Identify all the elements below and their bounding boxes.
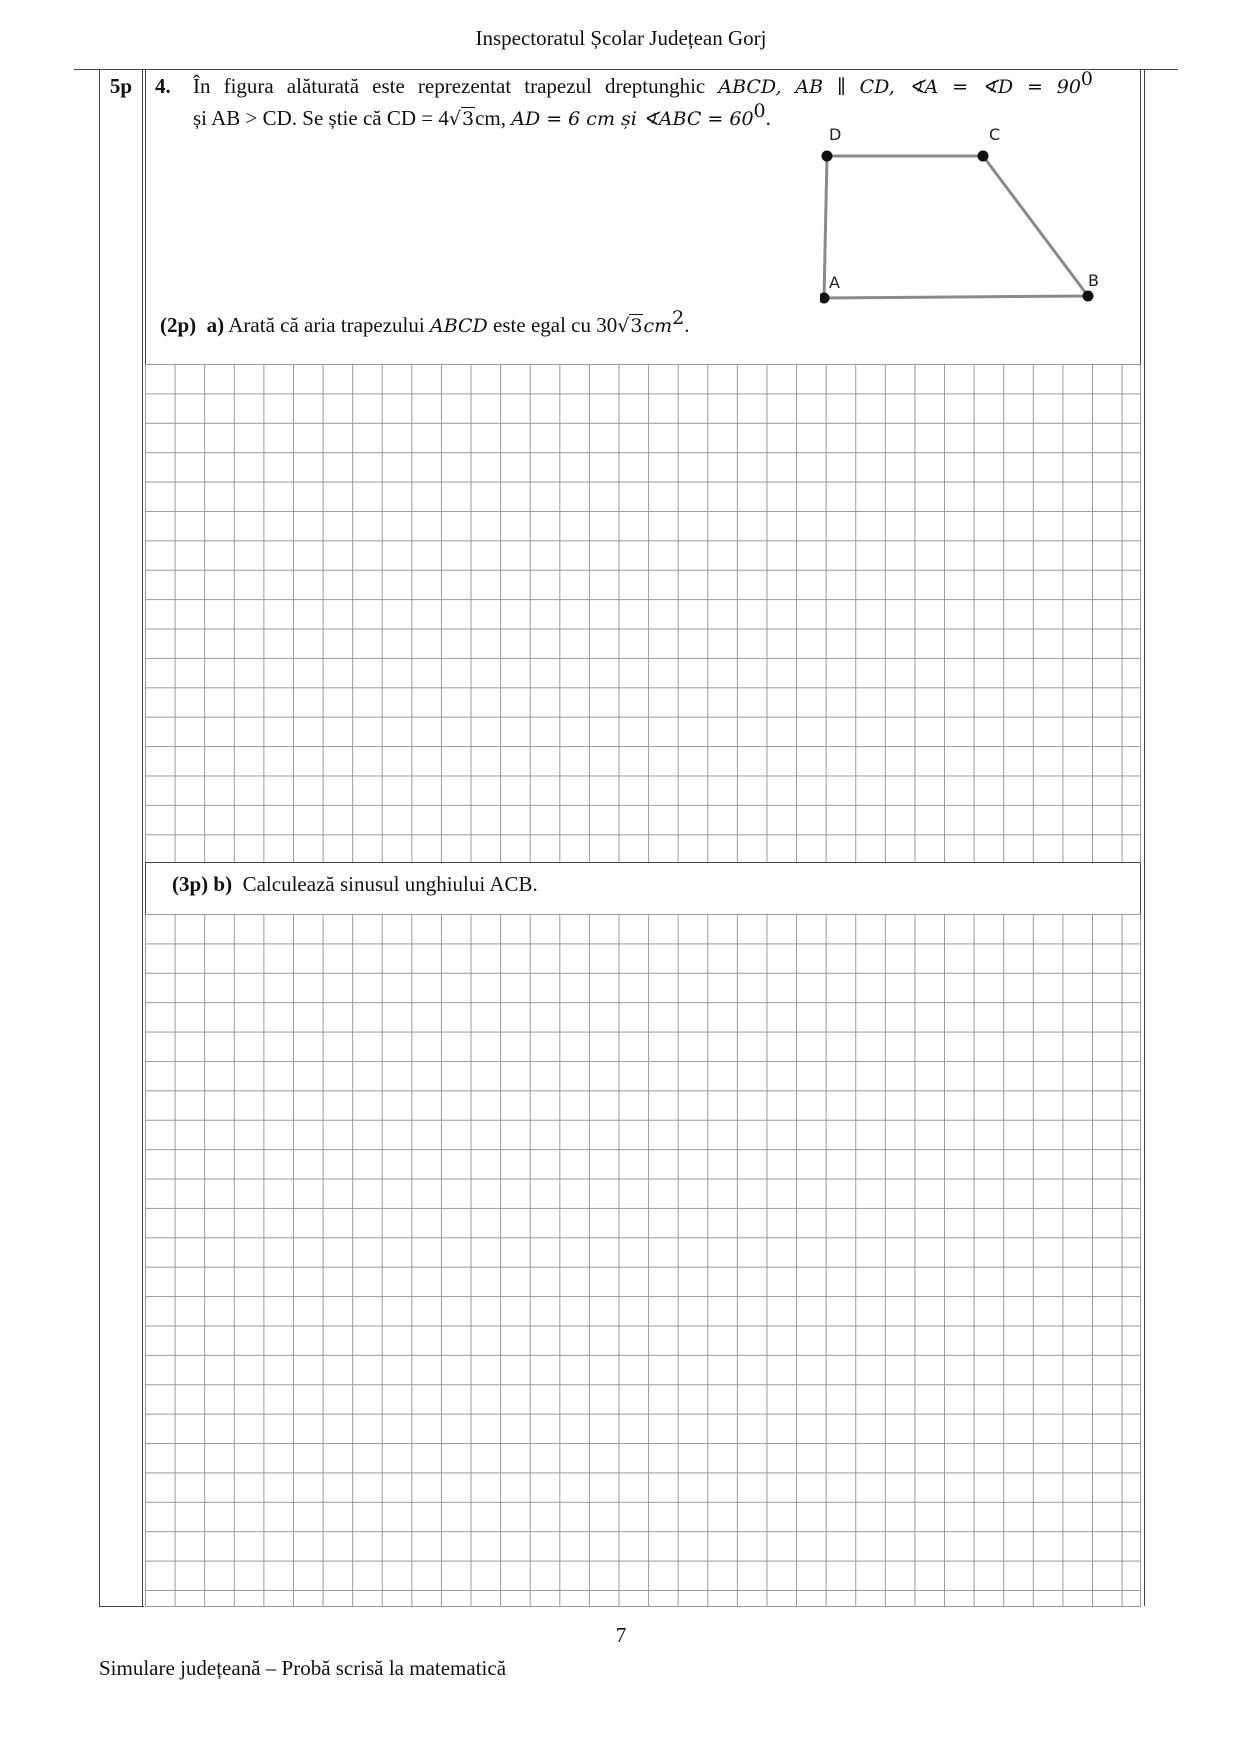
- degree-sup-1: 0: [1080, 68, 1094, 90]
- part-a-points: (2p): [160, 313, 197, 337]
- problem-line-2-c: AD = 6 cm și ∢ABC = 60: [511, 108, 754, 130]
- footer-exam-title: Simulare județeană – Probă scrisă la matematică: [99, 1656, 507, 1680]
- frame-left-border: [99, 69, 100, 1606]
- part-b-letter: b): [213, 872, 233, 896]
- part-a-text-before: Arată că aria trapezului: [228, 313, 425, 337]
- part-a-statement: [160, 307, 690, 338]
- problem-line-2-end: .: [765, 106, 771, 130]
- part-a-text-after: este egal cu 30: [493, 313, 618, 337]
- part-b-top-rule: [145, 862, 1140, 863]
- trapezoid-figure: [820, 128, 1120, 308]
- part-a-letter: a): [206, 313, 225, 337]
- problem-line-1: [193, 70, 1093, 103]
- vertex-b-point: [1083, 291, 1094, 302]
- part-a-math: ABCD: [429, 315, 488, 337]
- vertex-a-point: [820, 293, 830, 304]
- vertex-d-point: [822, 151, 833, 162]
- answer-grid-b[interactable]: [145, 914, 1141, 1607]
- part-a-end: .: [684, 313, 690, 337]
- frame-bottom-border: [99, 1606, 144, 1607]
- part-b-statement: [172, 872, 538, 897]
- sqrt-3-cd: √3: [448, 108, 475, 130]
- vertex-b-label: B: [1088, 271, 1099, 290]
- problem-line-2-b: cm,: [475, 106, 506, 130]
- part-b-points: (3p): [172, 872, 209, 896]
- problem-line-2: [193, 102, 771, 135]
- problem-line-1-text: În figura alăturată este reprezentat trapezul dreptunghic: [193, 74, 706, 98]
- page-number: 7: [615, 1623, 627, 1647]
- part-a-unit-sup: 2: [672, 307, 685, 329]
- problem-line-1-math: ABCD, AB ∥ CD, ∢A = ∢D = 90: [718, 76, 1081, 98]
- vertex-c-point: [978, 151, 989, 162]
- problem-number: 4.: [155, 74, 171, 98]
- degree-sup-2: 0: [753, 100, 766, 122]
- problem-line-2-a: și AB > CD. Se știe că CD = 4: [193, 106, 449, 130]
- points-column-divider: [142, 69, 143, 1606]
- vertex-a-label: A: [829, 273, 840, 292]
- part-a-unit: cm: [643, 315, 673, 337]
- page-header: Inspectoratul Școlar Județean Gorj: [475, 26, 767, 50]
- sqrt-3-area: √3: [617, 315, 643, 337]
- vertex-c-label: C: [989, 128, 1001, 144]
- trapezoid-shape: [824, 156, 1088, 298]
- problem-points: 5p: [109, 74, 133, 98]
- answer-grid-a[interactable]: [145, 364, 1141, 863]
- frame-right-border-outer: [1144, 69, 1145, 1606]
- part-b-text: Calculează sinusul unghiului ACB.: [242, 872, 538, 896]
- vertex-d-label: D: [829, 128, 842, 144]
